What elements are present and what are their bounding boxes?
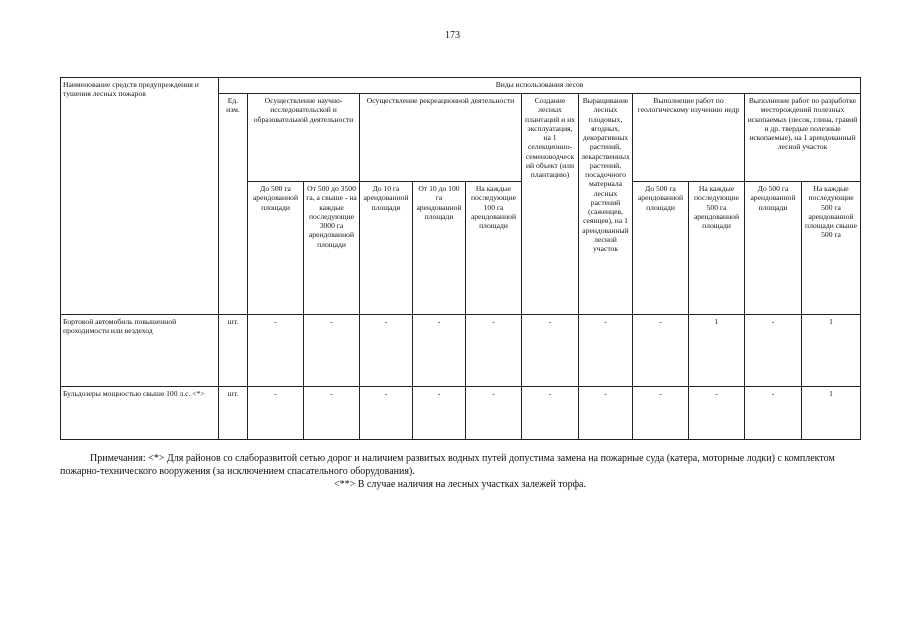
table-cell: 1 — [689, 315, 745, 387]
subheader-recreation-a: До 10 га арендованной площади — [360, 182, 413, 315]
row-equipment-name: Бортовой автомобиль повышенной проходимости или вездеход — [61, 315, 219, 387]
header-plantations: Создание лесных плантаций и их эксплуатация, на 1 селекционно-семеноводческий объект (или плантацию) — [522, 94, 579, 315]
table-cell: - — [413, 315, 466, 387]
table-cell: - — [413, 387, 466, 440]
header-unit: Ед. изм. — [219, 94, 248, 315]
row-unit: шт. — [219, 387, 248, 440]
subheader-geology-b: На каждые последующие 500 га арендованной площади — [689, 182, 745, 315]
table-row — [61, 387, 861, 440]
fire-equipment-table — [60, 77, 861, 440]
table-cell: - — [689, 387, 745, 440]
header-forest-uses: Виды использования лесов — [219, 78, 861, 94]
table-cell: - — [248, 315, 304, 387]
table-cell: 1 — [802, 387, 861, 440]
table-cell: - — [248, 387, 304, 440]
notes — [60, 452, 860, 491]
table-cell: - — [633, 387, 689, 440]
header-geology: Выполнение работ по геологическому изучению недр — [633, 94, 745, 182]
table-cell: - — [633, 315, 689, 387]
table-cell: - — [304, 387, 360, 440]
subheader-research-a: До 500 га арендованной площади — [248, 182, 304, 315]
header-recreation: Осуществление рекреационной деятельности — [360, 94, 522, 182]
subheader-recreation-b: От 10 до 100 га арендованной площади — [413, 182, 466, 315]
note-1: Примечания: <*> Для районов со слаборазвитой сетью дорог и наличием развитых водных путей допустима замена на пожарные суда (катера, моторные лодки) с комплектом пожарно-технического вооружения (за исключением спасательного оборудования). — [60, 453, 835, 477]
row-equipment-name: Бульдозеры мощностью свыше 100 л.с. <*> — [61, 387, 219, 440]
subheader-research-b: От 500 до 3500 га, а свыше - на каждые последующие 3000 га арендованной площади — [304, 182, 360, 315]
table-cell: - — [466, 315, 522, 387]
subheader-mining-a: До 500 га арендованной площади — [745, 182, 802, 315]
row-unit: шт. — [219, 315, 248, 387]
page-number: 173 — [445, 30, 460, 41]
table-cell: - — [522, 387, 579, 440]
table-cell: - — [579, 315, 633, 387]
table-cell: - — [579, 387, 633, 440]
table-cell: 1 — [802, 315, 861, 387]
header-equipment-name: Наименование средств предупреждения и тушения лесных пожаров — [61, 78, 219, 315]
subheader-geology-a: До 500 га арендованной площади — [633, 182, 689, 315]
note-2: <**> В случае наличия на лесных участках залежей торфа. — [333, 479, 586, 490]
header-research: Осуществление научно-исследовательской и образовательной деятельности — [248, 94, 360, 182]
header-mining: Выполнение работ по разработке месторождений полезных ископаемых (песок, глина, гравий и др. твердые полезные ископаемые), на 1 арендованный лесной участок — [745, 94, 861, 182]
table-row — [61, 315, 861, 387]
header-growing: Выращивание лесных плодовых, ягодных, декоративных растений, лекарственных растений, посадочного материала лесных растений (саженцев, сеянцев), на 1 арендованный лесной участок — [579, 94, 633, 315]
table-cell: - — [745, 387, 802, 440]
table-cell: - — [360, 387, 413, 440]
table-cell: - — [304, 315, 360, 387]
table-cell: - — [522, 315, 579, 387]
subheader-mining-b: На каждые последующие 500 га арендованной площади свыше 500 га — [802, 182, 861, 315]
table-cell: - — [745, 315, 802, 387]
subheader-recreation-c: На каждые последующие 100 га арендованной площади — [466, 182, 522, 315]
table-cell: - — [360, 315, 413, 387]
table-cell: - — [466, 387, 522, 440]
